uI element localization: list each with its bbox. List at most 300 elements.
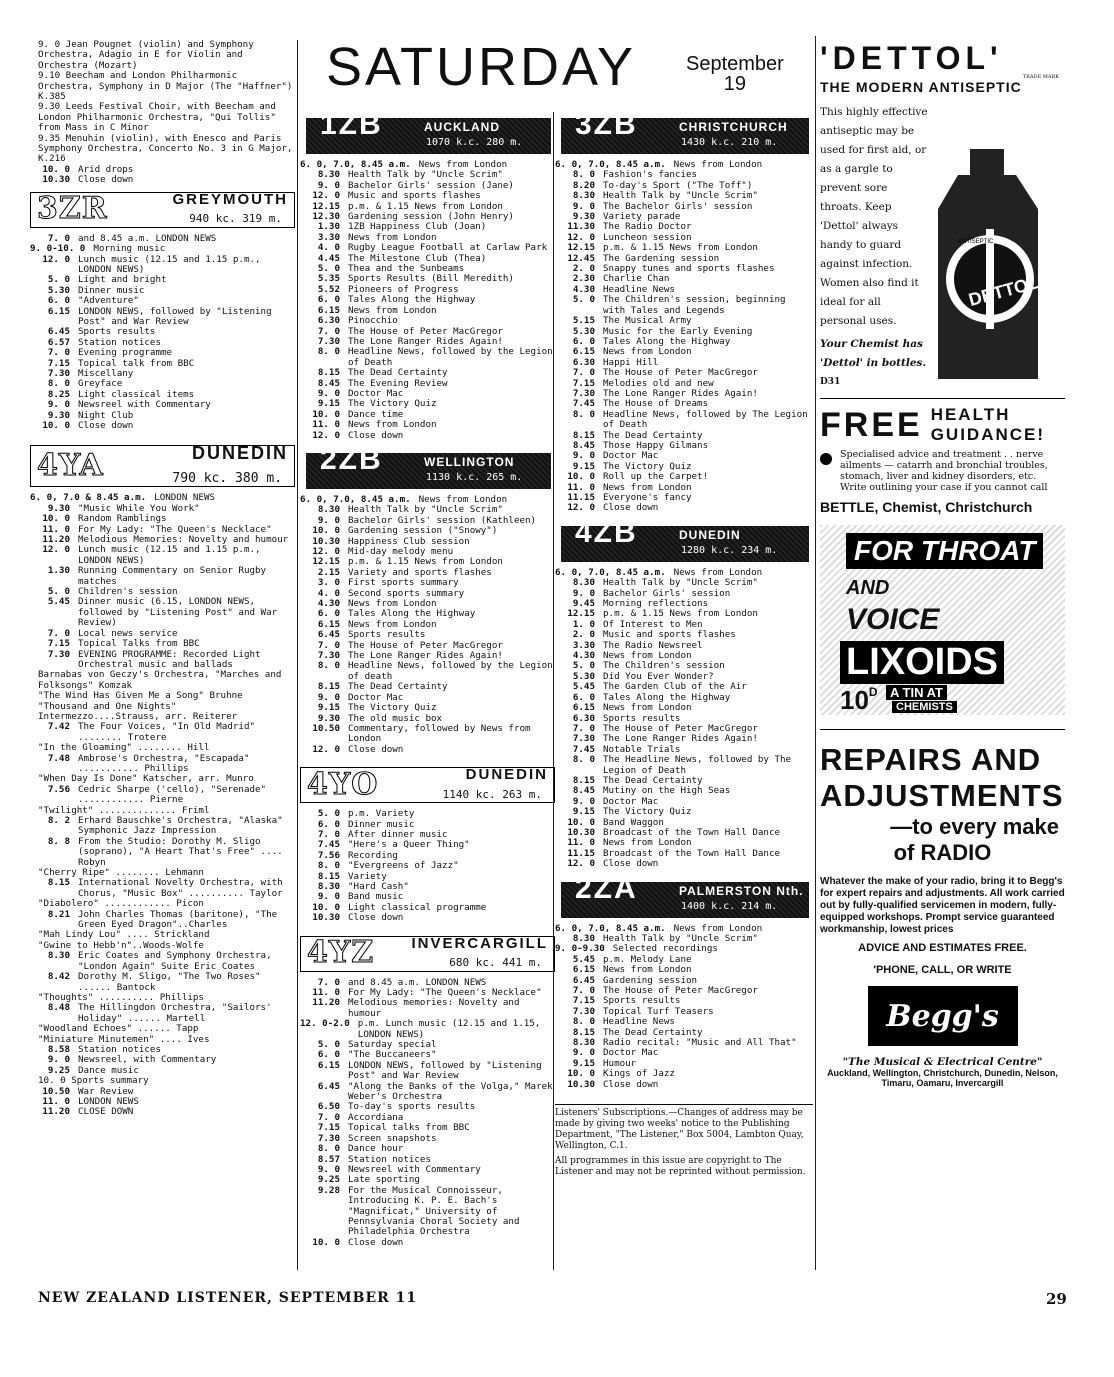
lixoids-brand: LIXOIDS <box>840 641 1004 684</box>
item-time: 2. 0 <box>572 263 595 275</box>
item-time: 9. 0 <box>572 587 595 599</box>
item-description: Dorothy M. Sligo, "The Two Roses" ...... Bantock <box>78 971 261 993</box>
item-description: "Adventure" <box>78 295 139 307</box>
dettol-subtitle: THE MODERN ANTISEPTIC <box>820 79 1022 95</box>
item-description: Running Commentary on Senior Rugby matches <box>78 565 267 587</box>
station-frequency: 1430 k.c. 210 m. <box>681 137 778 148</box>
station-call: 2ZB <box>320 442 383 476</box>
item-time: 8.57 <box>317 1153 340 1165</box>
item-time <box>30 899 38 909</box>
item-description: Dinner music <box>348 818 415 830</box>
item-time: 6.45 <box>47 326 70 338</box>
item-description: Music and sports flashes <box>603 629 736 641</box>
schedule-item <box>555 410 813 431</box>
schedule-item <box>555 316 813 326</box>
item-time: 4.45 <box>317 252 340 264</box>
schedule-item <box>30 102 295 133</box>
lixoids-line-1: FOR THROAT <box>846 533 1043 569</box>
item-description: "Evergreens of Jazz" <box>348 860 459 872</box>
item-description: 9.35 Menuhin (violin), with Enesco and Paris Symphony Orchestra, Concerto No. 3 in G Major, K.216 <box>38 132 293 165</box>
item-time: 9.15 <box>317 398 340 410</box>
item-time: 11.20 <box>42 1106 70 1118</box>
item-description: "Thoughts" .......... Phillips <box>38 991 204 1003</box>
item-time: 7.15 <box>572 377 595 389</box>
item-time: 12.15 <box>567 608 595 620</box>
item-description: News from London <box>603 702 692 714</box>
station-frequency: 790 kc. 380 m. <box>172 471 282 486</box>
item-time: 5.45 <box>572 681 595 693</box>
item-time: 5.30 <box>47 284 70 296</box>
item-time: 8.15 <box>572 774 595 786</box>
item-description: For the Musical Connoisseur, Introducing K. P. E. Bach's "Magnificat," University of Pennsylvania Choral Society and Philadelphia Orchestra <box>348 1184 520 1238</box>
item-description: The Children's session <box>603 660 725 672</box>
vertical-rule-1 <box>297 40 298 1270</box>
item-time: 5.30 <box>572 670 595 682</box>
item-time: 7. 0 <box>317 1111 340 1123</box>
item-time: 9.25 <box>47 1064 70 1076</box>
item-time: 8. 2 <box>47 815 70 826</box>
item-time: 7. 0 <box>572 367 595 379</box>
item-description: Of Interest to Men <box>603 618 703 630</box>
beggs-body: Whatever the make of your radio, bring it to Begg's for expert repairs and adjustments. All work carried out by fully-qualified servicemen in modern, fully-equipped workshops. Prompt service guaranteed workmanship, lowest prices <box>820 876 1065 935</box>
beggs-heading-4: of RADIO <box>893 840 992 865</box>
item-time: 12. 0 <box>567 502 595 514</box>
item-time: 7.30 <box>572 1005 595 1017</box>
schedule-item <box>555 368 813 378</box>
item-description: "When Day Is Done" Katscher, arr. Munro <box>38 773 254 785</box>
item-time: 6.30 <box>317 315 340 327</box>
item-description: Close down <box>603 1078 659 1090</box>
item-description: News from London <box>348 419 437 431</box>
item-time: 7.45 <box>572 398 595 410</box>
item-description: "Woodland Echoes" ...... Tapp <box>38 1023 199 1035</box>
schedule-item <box>300 1238 555 1248</box>
item-time: 8.15 <box>572 1026 595 1038</box>
schedule-item <box>300 316 555 326</box>
item-time: 6.15 <box>47 305 70 317</box>
station-city: DUNEDIN <box>679 527 741 542</box>
item-time: 12. 0 <box>567 231 595 243</box>
item-description: "The Wind Has Given Me a Song" Bruhne <box>38 690 243 702</box>
item-description: Health Talk by "Uncle Scrim" <box>603 933 758 944</box>
schedule-item <box>300 1019 555 1040</box>
schedule-item <box>30 702 295 723</box>
item-time: 11.15 <box>567 847 595 859</box>
item-description: Melodies old and new <box>603 377 714 389</box>
item-time: 5. 0 <box>317 1039 340 1051</box>
item-description: Screen snapshots <box>348 1132 437 1144</box>
item-time: 7. 0 <box>572 985 595 997</box>
item-time: 9. 0 <box>317 691 340 703</box>
item-time: 9.15 <box>572 460 595 472</box>
dettol-ad <box>820 40 1065 392</box>
schedule-item <box>30 348 295 358</box>
item-description: Close down <box>348 1236 404 1248</box>
item-description: Headline News, followed by the Legion of death <box>348 660 553 682</box>
item-time: 8.21 <box>47 908 70 920</box>
item-description: Dinner music <box>78 284 145 296</box>
station-city: GREYMOUTH <box>172 190 288 208</box>
item-description: Health Talk by "Uncle Scrim" <box>603 190 758 202</box>
item-time: 6. 0, 7.0, 8.45 a.m. <box>555 922 666 934</box>
item-time: 8.30 <box>572 1037 595 1049</box>
item-time: 7.45 <box>572 743 595 755</box>
item-time: 6. 0, 7.0, 8.45 a.m. <box>555 159 666 170</box>
schedule-3zr <box>30 234 295 432</box>
item-time <box>30 993 38 1003</box>
schedule-item <box>30 639 295 649</box>
item-time: 6.57 <box>47 336 70 348</box>
item-description: p.m. Lunch music (12.15 and 1.15, LONDON NEWS) <box>357 1018 541 1040</box>
item-description: Recording <box>348 849 398 861</box>
item-description: Charlie Chan <box>603 273 670 285</box>
item-time <box>30 102 38 133</box>
subscription-notice <box>555 1104 813 1178</box>
item-time: 7.15 <box>47 357 70 369</box>
bottle-label: DETTOL <box>966 272 1041 310</box>
schedule-1zb <box>300 160 555 441</box>
item-time: 2.30 <box>572 273 595 285</box>
item-time: 8.42 <box>47 971 70 983</box>
item-description: p.m. & 1.15 News from London <box>348 556 503 568</box>
station-frequency: 1400 k.c. 214 m. <box>681 900 778 912</box>
item-time: 12. 0-2.0 <box>300 1018 350 1030</box>
schedule-item <box>30 597 295 628</box>
item-description: Tales Along the Highway <box>603 691 731 703</box>
item-time: 9. 0 <box>572 795 595 807</box>
station-header-2za <box>561 871 809 918</box>
station-header-4ya <box>30 445 295 487</box>
lixoids-tin: A TIN AT <box>886 685 947 700</box>
item-time: 11. 0 <box>567 837 595 849</box>
item-time: 8. 0 <box>47 378 70 390</box>
item-time: 7.48 <box>47 752 70 764</box>
item-time <box>30 670 38 691</box>
item-description: EVENING PROGRAMME: Recorded Light Orchestral music and ballads <box>78 648 261 670</box>
item-time: 10. 0 <box>42 163 70 175</box>
item-time: 11. 0 <box>42 1095 70 1107</box>
item-time: 10.30 <box>42 174 70 186</box>
item-time: 4.30 <box>572 650 595 662</box>
item-description: Band Waggon <box>603 816 664 828</box>
item-time <box>30 1035 38 1045</box>
dettol-title: 'DETTOL' <box>820 40 1003 76</box>
item-description: News from London <box>348 598 437 610</box>
item-description: The Four Voices, "In Old Madrid" ........ Trotere <box>78 721 256 743</box>
item-time: 3.30 <box>317 231 340 243</box>
item-description: Dance hour <box>348 1143 404 1155</box>
item-description: Pinocchio <box>348 315 398 327</box>
item-time: 8. 0 <box>317 346 340 358</box>
item-description: Sports Results (Bill Meredith) <box>348 273 514 285</box>
item-description: Sports results <box>348 629 426 641</box>
item-description: Band music <box>348 891 404 903</box>
item-time: 8. 0 <box>572 169 595 181</box>
item-description: "The Buccaneers" <box>348 1049 437 1061</box>
item-description: Morning reflections <box>603 598 709 610</box>
item-time: 5.52 <box>317 283 340 295</box>
item-time: 8.15 <box>47 877 70 889</box>
item-time: 9. 0 <box>317 514 340 526</box>
item-description: War Review <box>78 1085 134 1097</box>
station-city: AUCKLAND <box>424 120 500 134</box>
item-description: Tales Along the Highway <box>348 294 476 306</box>
schedule-item <box>30 255 295 276</box>
item-time <box>30 774 38 784</box>
item-description: News from London <box>603 346 692 358</box>
item-description: Health Talk by "Uncle Scrim" <box>348 169 503 181</box>
station-header-4yo <box>300 767 555 803</box>
item-description: Doctor Mac <box>603 795 659 807</box>
item-description: Selected recordings <box>612 943 718 955</box>
item-description: News from London <box>673 159 763 170</box>
item-description: Late sporting <box>348 1174 420 1186</box>
item-description: Arid drops <box>78 163 134 175</box>
schedule-item <box>555 703 813 713</box>
item-description: Newsreel with Commentary <box>78 399 211 411</box>
bottle-icon <box>928 149 1058 389</box>
item-time: 12.15 <box>312 556 340 568</box>
item-description: p.m. & 1.15 News from London <box>348 200 503 212</box>
item-description: Sports results <box>603 712 681 724</box>
item-description: Bachelor Girls' session (Kathleen) <box>348 514 537 526</box>
item-description: Close down <box>603 858 659 870</box>
dettol-bottle-illustration <box>928 149 1058 389</box>
item-description: The Victory Quiz <box>348 398 437 410</box>
item-time: 6.15 <box>317 618 340 630</box>
item-time: 9. 0 <box>572 200 595 212</box>
column-ads <box>820 40 1065 1088</box>
price-number: 10 <box>840 685 869 715</box>
item-description: Bachelor Girls' session (Jane) <box>348 179 514 191</box>
item-description: Those Happy Gilmans <box>603 439 709 451</box>
item-time: 7.30 <box>572 733 595 745</box>
beggs-phone: 'PHONE, CALL, OR WRITE <box>873 964 1012 976</box>
item-time: 6.30 <box>572 712 595 724</box>
schedule-item <box>30 175 295 185</box>
item-description: The Musical Army <box>603 315 692 327</box>
schedule-item <box>30 691 295 701</box>
item-description: Newsreel, with Commentary <box>78 1054 217 1066</box>
item-time: 10. 0 <box>312 525 340 537</box>
item-description: The Lone Ranger Rides Again! <box>603 387 758 399</box>
item-time: 3. 0 <box>317 577 340 589</box>
item-time <box>30 743 38 753</box>
item-description: The Milestone Club (Thea) <box>348 252 487 264</box>
item-time: 7.30 <box>47 648 70 660</box>
schedule-4yz <box>300 978 555 1249</box>
item-description: Miscellany <box>78 367 134 379</box>
page-number: 29 <box>1046 1290 1067 1308</box>
item-time <box>30 806 38 816</box>
item-description: The Lone Ranger Rides Again! <box>348 335 503 347</box>
schedule-item <box>555 1080 813 1090</box>
item-description: Variety <box>348 870 387 882</box>
station-frequency: 680 kc. 441 m. <box>449 956 542 970</box>
item-description: Close down <box>78 420 134 431</box>
item-description: John Charles Thomas (baritone), "The Green Eyed Dragon"..Charles <box>78 908 278 931</box>
item-description: Radio recital: "Music and All That" <box>603 1037 797 1049</box>
item-time: 10.30 <box>312 535 340 547</box>
column-3 <box>555 108 813 1178</box>
item-description: Doctor Mac <box>348 691 404 703</box>
item-description: The House of Dreams <box>603 398 709 410</box>
item-time <box>30 1024 38 1034</box>
schedule-2zb <box>300 495 555 755</box>
item-description: Doctor Mac <box>603 1047 659 1059</box>
item-time: 9.25 <box>317 1174 340 1186</box>
item-description: Newsreel with Commentary <box>348 1163 481 1175</box>
item-description: Gardening session ("Snowy") <box>348 525 498 537</box>
item-time: 10.30 <box>567 826 595 838</box>
item-description: 9.10 Beecham and London Philharmonic Orchestra, Symphony in D Major (The "Haffner") K.385 <box>38 70 293 103</box>
item-time: 12.45 <box>567 252 595 264</box>
item-time: 6.15 <box>572 964 595 976</box>
classical-list <box>30 40 295 186</box>
item-description: Morning music <box>93 243 166 255</box>
item-time: 8.15 <box>317 870 340 882</box>
item-time <box>30 930 38 940</box>
item-time: 9.30 <box>47 502 70 514</box>
schedule-item <box>30 785 295 806</box>
item-time: 4.30 <box>317 598 340 610</box>
item-time: 8. 0 <box>572 408 595 420</box>
item-time: 7.30 <box>317 335 340 347</box>
schedule-item <box>30 296 295 306</box>
item-time: 8.25 <box>47 388 70 400</box>
station-city: DUNEDIN <box>465 766 548 784</box>
item-time: 8.30 <box>317 169 340 181</box>
item-description: The Headline News, followed by The Legion of Death <box>603 754 792 776</box>
item-time: 8. 0 <box>572 754 595 766</box>
item-time: 6.15 <box>317 1059 340 1071</box>
station-call: 2ZA <box>575 871 638 905</box>
item-description: The Dead Certainty <box>603 1026 703 1038</box>
item-time: 7. 0 <box>47 232 70 244</box>
item-time: 5. 0 <box>317 263 340 275</box>
item-description: Tales Along the Highway <box>348 608 476 620</box>
item-time: 5.30 <box>572 325 595 337</box>
item-description: Doctor Mac <box>603 450 659 462</box>
page-title-date <box>686 54 784 94</box>
item-description: Luncheon session <box>603 231 692 243</box>
schedule-item <box>300 745 555 755</box>
item-time: 10. 0 <box>312 901 340 913</box>
item-description: Light classical programme <box>348 901 487 913</box>
item-description: Music and sports flashes <box>348 190 481 202</box>
item-time: 7. 0 <box>572 722 595 734</box>
item-time: 8.48 <box>47 1002 70 1014</box>
beggs-heading-1: REPAIRS AND <box>820 742 1042 777</box>
item-description: Sports results <box>603 995 681 1007</box>
item-time: 9. 0-10. 0 <box>30 243 86 255</box>
item-description: Health Talk by "Uncle Scrim" <box>603 577 758 589</box>
item-time: 5. 0 <box>317 808 340 820</box>
vertical-rule-3 <box>815 36 816 1270</box>
item-description: Close down <box>348 912 404 924</box>
item-description: LONDON NEWS, followed by "Listening Post" and War Review <box>78 305 272 327</box>
item-description: Headline News, followed by the Legion of Death <box>348 346 553 368</box>
item-description: The Lone Ranger Rides Again! <box>348 650 503 662</box>
schedule-item <box>555 503 813 513</box>
lixoids-line-3: VOICE <box>846 603 940 636</box>
item-description: Bachelor Girls' session <box>603 587 731 599</box>
item-time: 9. 0 <box>572 450 595 462</box>
item-description: Cedric Sharpe ('cello), "Serenade" ............ Pierne <box>78 783 267 806</box>
item-time: 1.30 <box>47 565 70 577</box>
copyright-text: All programmes in this issue are copyright to The Listener and may not be reprinted without permission. <box>555 1156 806 1178</box>
item-description: Doctor Mac <box>348 387 404 399</box>
item-description: The Victory Quiz <box>348 702 437 714</box>
item-time: 5.15 <box>572 315 595 327</box>
item-time: 6. 0, 7.0, 8.45 a.m. <box>555 566 666 578</box>
item-description: Thea and the Sunbeams <box>348 263 465 275</box>
item-description: "Along the Banks of the Volga," Marek Weber's Orchestra <box>348 1080 553 1103</box>
item-time: 9. 0-9.30 <box>555 943 605 955</box>
station-city: INVERCARGILL <box>411 934 548 952</box>
item-description: and 8.45 a.m. LONDON NEWS <box>78 232 217 244</box>
lixoids-ad <box>820 525 1065 715</box>
column-1 <box>30 40 295 1118</box>
item-description: The House of Peter MacGregor <box>348 325 503 337</box>
item-description: Commentary, followed by News from London <box>348 722 531 745</box>
item-description: "Diabolero" ............ Picon <box>38 898 204 910</box>
item-description: The Dead Certainty <box>348 367 448 379</box>
item-time: 8.30 <box>317 504 340 516</box>
schedule-4yo <box>300 809 555 923</box>
item-description: "Miniature Minutemen" .... Ives <box>38 1033 210 1045</box>
page-title-day: SATURDAY <box>326 37 637 97</box>
bullet-icon <box>820 453 832 465</box>
item-description: LONDON NEWS <box>154 492 216 504</box>
item-time: 12. 0 <box>312 546 340 557</box>
item-time: 9.45 <box>572 598 595 610</box>
item-time: 7.30 <box>317 650 340 662</box>
item-time: 9. 0 <box>47 399 70 411</box>
item-description: Random Ramblings <box>78 513 167 525</box>
item-description: Melodious Memories: Novelty and humour <box>78 534 289 546</box>
schedule-item <box>30 910 295 931</box>
lixoids-price <box>840 685 878 716</box>
item-time: 9. 0 <box>572 1047 595 1059</box>
schedule-item <box>300 724 555 745</box>
schedule-item <box>30 421 295 431</box>
item-description: The old music box <box>348 712 443 724</box>
guidance-heading: GUIDANCE! <box>930 425 1046 444</box>
item-description: Variety parade <box>603 211 681 223</box>
item-time: 6. 0 <box>317 818 340 830</box>
health-guidance-ad <box>820 398 1065 515</box>
item-description: The House of Peter MacGregor <box>603 722 758 734</box>
schedule-item <box>555 807 813 817</box>
item-time: 8. 0 <box>317 1143 340 1155</box>
schedule-2za <box>555 924 813 1091</box>
item-description: p.m. Variety <box>348 808 415 820</box>
free-heading: FREE <box>820 406 923 444</box>
item-time: 8.30 <box>47 950 70 962</box>
item-time: 12. 0 <box>312 743 340 755</box>
item-time: 7.30 <box>317 1132 340 1144</box>
station-header-4yz <box>300 936 555 972</box>
schedule-item <box>30 71 295 102</box>
item-description: Topical talk from BBC <box>78 357 195 369</box>
item-time: 9. 0 <box>317 179 340 191</box>
schedule-3zb <box>555 160 813 514</box>
item-description: News from London <box>418 159 508 170</box>
item-description: From the Studio: Dorothy M. Sligo (soprano), "A Heart That's Free" .... Robyn <box>78 835 283 868</box>
item-description: Tales Along the Highway <box>603 335 731 347</box>
month: September <box>686 53 784 75</box>
